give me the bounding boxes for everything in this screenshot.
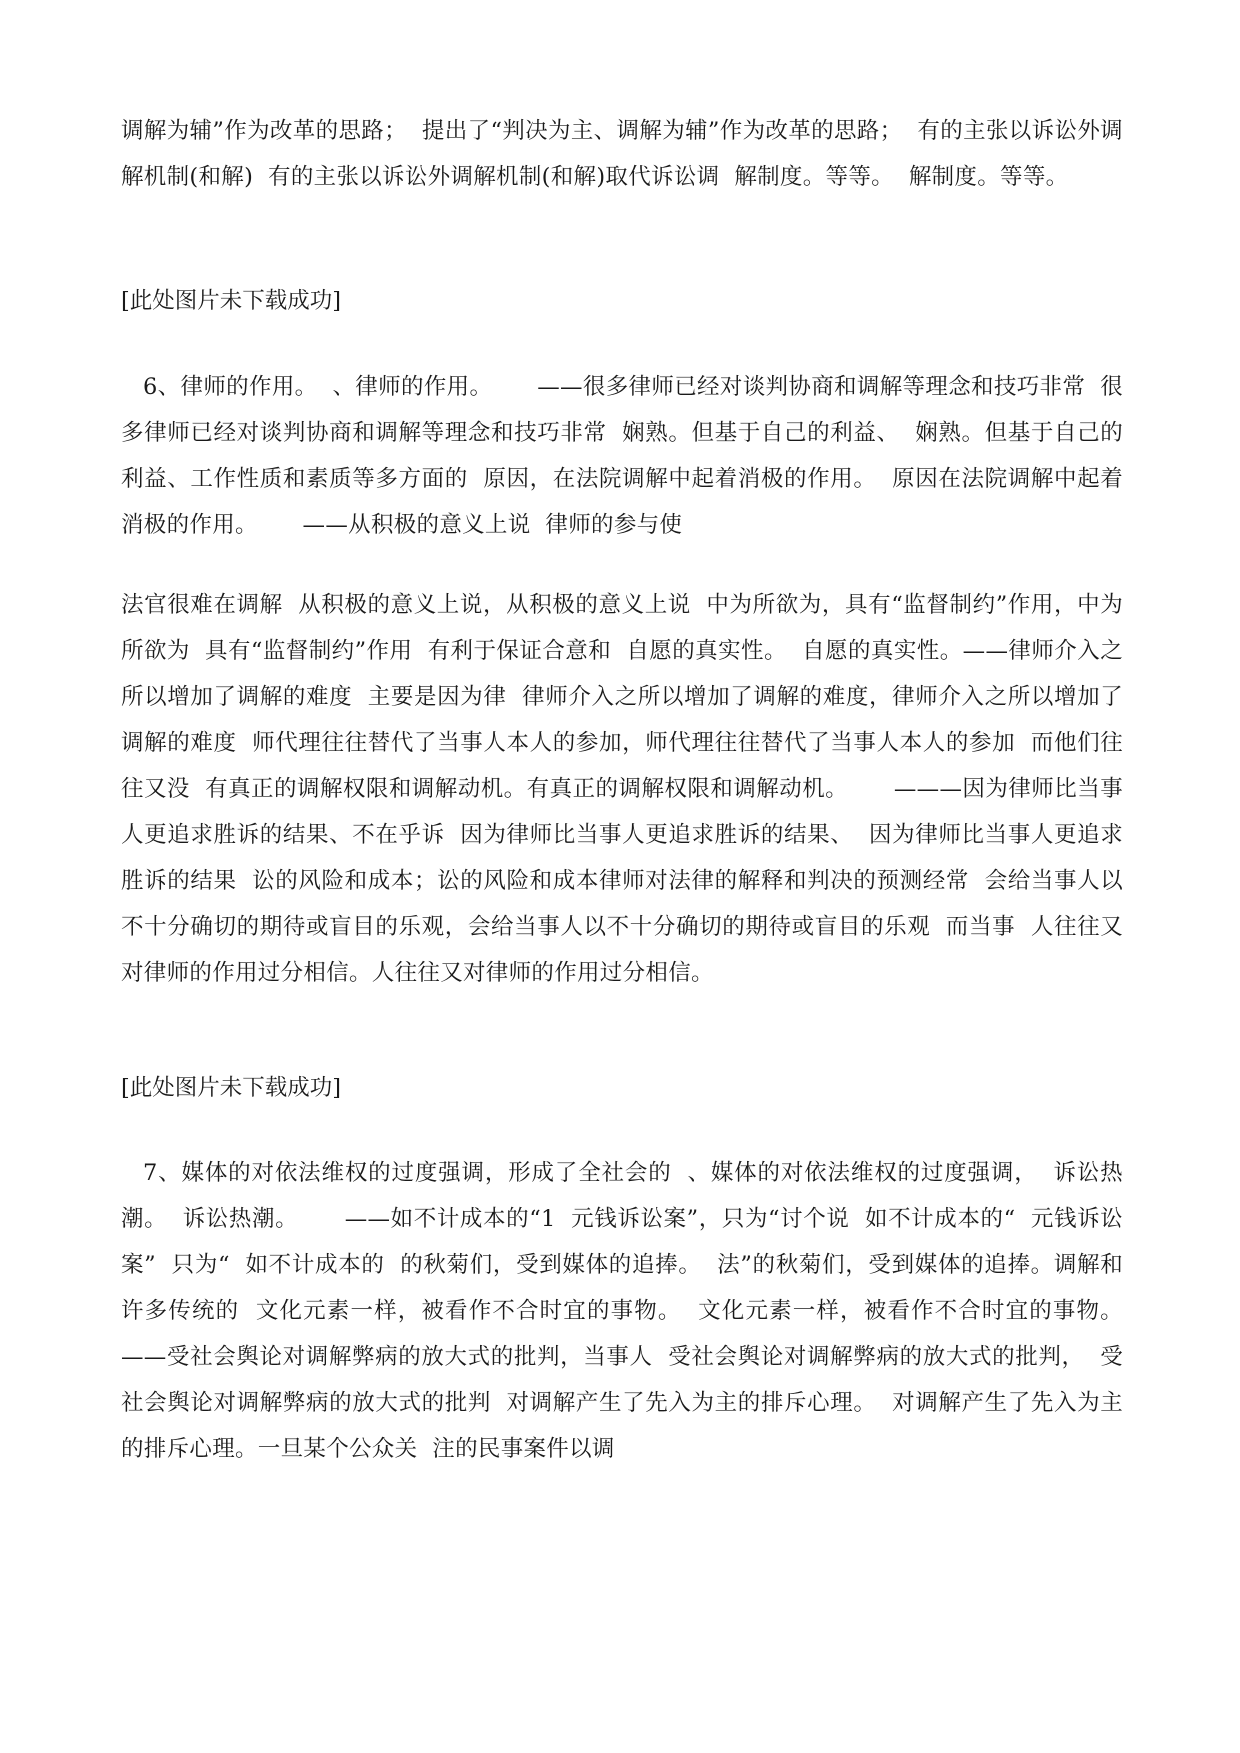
paragraph-mediation-reform: 调解为辅”作为改革的思路； 提出了“判决为主、调解为辅”作为改革的思路； 有的主张以诉讼外调解机制(和解) 有的主张以诉讼外调解机制(和解)取代诉讼调 解制度。等等。 解制度。等等。	[121, 118, 1123, 190]
paragraph-lawyer-supervision: 法官很难在调解 从积极的意义上说，从积极的意义上说 中为所欲为，具有“监督制约”作用，中为所欲为 具有“监督制约”作用 有利于保证合意和 自愿的真实性。 自愿的真实性。——律师介入之所以增加了调解的难度 主要是因为律 律师介入之所以增加了调解的难度，律师介入之所以增加了调解的难度 师代理往往替代了当事人本人的参加，师代理往往替代了当事人本人的参加 而他们往往又没 有真正的调解权限和调解动机。有真正的调解权限和调解动机。 ———因为律师比当事人更追求胜诉的结果、不在乎诉 因为律师比当事人更追求胜诉的结果、 因为律师比当事人更追求胜诉的结果 讼的风险和成本；讼的风险和成本律师对法律的解释和判决的预测经常 会给当事人以不十分确切的期待或盲目的乐观，会给当事人以不十分确切的期待或盲目的乐观 而当事 人往往又对律师的作用过分相信。人往往又对律师的作用过分相信。	[121, 592, 1123, 986]
image-missing-placeholder: [此处图片未下载成功]	[121, 288, 342, 314]
paragraph-media-influence: 7、媒体的对依法维权的过度强调，形成了全社会的 、媒体的对依法维权的过度强调， 诉讼热潮。 诉讼热潮。 ——如不计成本的“1 元钱诉讼案”，只为“讨个说 如不计成本的“ 元钱诉讼案” 只为“ 如不计成本的 的秋菊们，受到媒体的追捧。 法”的秋菊们，受到媒体的追捧。调解和许多传统的 文化元素一样，被看作不合时宜的事物。 文化元素一样，被看作不合时宜的事物。 ——受社会舆论对调解弊病的放大式的批判，当事人 受社会舆论对调解弊病的放大式的批判， 受社会舆论对调解弊病的放大式的批判 对调解产生了先入为主的排斥心理。 对调解产生了先入为主的排斥心理。一旦某个公众关 注的民事案件以调	[121, 1160, 1168, 1462]
image-missing-placeholder-2: [此处图片未下载成功]	[121, 1075, 342, 1101]
paragraph-lawyer-role: 6、律师的作用。 、律师的作用。 ——很多律师已经对谈判协商和调解等理念和技巧非常 很多律师已经对谈判协商和调解等理念和技巧非常 娴熟。但基于自己的利益、 娴熟。但基于自己的利益、工作性质和素质等多方面的 原因，在法院调解中起着消极的作用。 原因在法院调解中起着消极的作用。 ——从积极的意义上说 律师的参与使	[121, 374, 1123, 538]
